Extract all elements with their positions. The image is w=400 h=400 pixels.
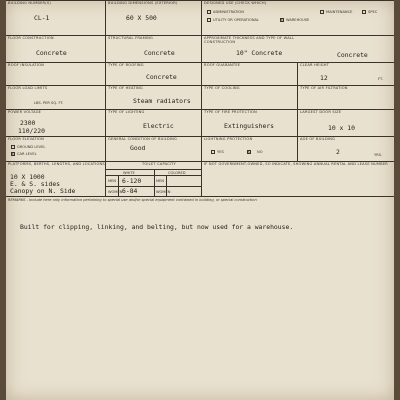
lightning-no-checkbox[interactable] [247, 150, 251, 154]
building-number-value: CL-1 [34, 14, 50, 22]
ground-level-label: GROUND LEVEL [17, 144, 46, 149]
platforms-line-1: 10 X 1000 [10, 173, 45, 181]
power-voltage-value: 2300 [20, 119, 36, 127]
type-of-roofing-value: Concrete [146, 73, 177, 81]
car-level-label: CAR LEVEL [17, 151, 37, 156]
general-condition-label: GENERAL CONDITION OF BUILDING [108, 137, 178, 141]
general-condition-cell [106, 137, 202, 161]
type-of-lighting-cell [106, 110, 202, 136]
form-row-1 [6, 1, 394, 36]
roof-insulation-label: ROOF INSULATION [8, 63, 45, 67]
floor-construction-label: FLOOR CONSTRUCTION [8, 36, 54, 40]
clear-height-value: 12 [320, 74, 328, 82]
fire-protection-label: TYPE OF FIRE PROTECTION [204, 110, 257, 114]
type-of-roofing-cell [106, 63, 202, 85]
building-dimensions-cell [106, 1, 202, 35]
age-of-building-cell [298, 137, 394, 161]
clear-height-label: CLEAR HEIGHT [300, 63, 329, 67]
car-level-checkbox[interactable] [11, 152, 15, 156]
type-of-lighting-value: Electric [143, 122, 174, 130]
wall-construction-value-2: Concrete [337, 51, 368, 59]
designed-use-maint-checkbox[interactable] [320, 10, 324, 14]
floor-elevation-label: FLOOR ELEVATION [8, 137, 44, 141]
rental-note-label: IF NOT GOVERNMENT-OWNED, SO INDICATE, SHOWING ANNUAL RENTAL AND LEASE NUMBER [204, 162, 388, 166]
form-row-6 [6, 137, 394, 162]
roof-guarantee-label: ROOF GUARANTEE [204, 63, 241, 67]
largest-door-size-cell [298, 110, 394, 136]
floor-load-limits-cell [6, 86, 106, 109]
remarks-text: Built for clipping, linking, and belting, but now used for a warehouse. [20, 223, 294, 231]
designed-use-cell [202, 1, 394, 35]
age-of-building-label: AGE OF BUILDING [300, 137, 336, 141]
toilet-women-label: WOMEN [108, 189, 123, 194]
toilet-men-label-colored: MEN [156, 179, 165, 183]
lightning-yes-checkbox[interactable] [211, 150, 215, 154]
designed-use-warehouse-label: WAREHOUSE [286, 17, 310, 22]
air-filtration-label: TYPE OF AIR FILTRATION [300, 86, 348, 90]
form-sheet [6, 0, 394, 400]
roof-guarantee-cell [202, 63, 298, 85]
wall-construction-value: 10" Concrete [236, 49, 283, 57]
building-dimensions-value: 60 X 500 [126, 14, 157, 22]
toilet-mid-rule [106, 186, 201, 187]
designed-use-admin-checkbox[interactable] [207, 10, 211, 14]
designed-use-utility-checkbox[interactable] [207, 18, 211, 22]
type-of-roofing-label: TYPE OF ROOFING [108, 63, 144, 67]
platforms-line-2: E. & S. sides [10, 180, 61, 188]
age-of-building-unit: YRS. [374, 153, 383, 157]
designed-use-warehouse-checkbox[interactable] [280, 18, 284, 22]
type-of-cooling-label: TYPE OF COOLING [204, 86, 240, 90]
roof-insulation-cell [6, 63, 106, 85]
age-of-building-value: 2 [336, 148, 340, 156]
toilet-women-label-colored: WOMEN [156, 189, 171, 194]
type-of-heating-cell [106, 86, 202, 109]
designed-use-label: DESIGNED USE (CHECK WHICH) [204, 1, 267, 5]
lightning-protection-label: LIGHTNING PROTECTION [204, 137, 253, 141]
wall-construction-label: APPROXIMATE THICKNESS AND TYPE OF WALL CONSTRUCTION [204, 36, 295, 44]
remarks-label: REMARKS - Include here only information pertaining to special use and/or special equipment contained in building, or special construction [8, 198, 257, 202]
clear-height-unit: FT. [378, 77, 383, 81]
floor-load-limits-unit: LBS. PER SQ. FT. [34, 101, 64, 105]
form-row-3 [6, 63, 394, 86]
building-number-cell [6, 1, 106, 35]
platforms-label: PLATFORMS, BERTHS, LENGTHS, AND LOCATIONS [8, 162, 105, 166]
largest-door-size-label: LARGEST DOOR SIZE [300, 110, 342, 114]
building-number-label: BUILDING NUMBER(S) [8, 1, 51, 5]
type-of-heating-value: Steam radiators [133, 97, 191, 105]
building-dimensions-label: BUILDING DIMENSIONS (EXTERIOR) [108, 1, 178, 5]
power-voltage-label: POWER VOLTAGE [8, 110, 42, 114]
toilet-subheader-rule [106, 175, 201, 176]
toilet-men-label: MEN [108, 179, 117, 183]
ground-level-checkbox[interactable] [11, 145, 15, 149]
platforms-cell [6, 162, 106, 196]
fire-protection-cell [202, 110, 298, 136]
type-of-cooling-cell [202, 86, 298, 109]
lightning-yes-label: YES [217, 149, 224, 154]
form-row-7 [6, 162, 394, 197]
floor-load-limits-label: FLOOR LOAD LIMITS [8, 86, 48, 90]
general-condition-value: Good [130, 144, 146, 152]
form-row-4 [6, 86, 394, 110]
designed-use-spec-checkbox[interactable] [362, 10, 366, 14]
structural-framing-cell [106, 36, 202, 62]
power-voltage-value-2: 110/220 [18, 127, 45, 135]
air-filtration-cell [298, 86, 394, 109]
structural-framing-label: STRUCTURAL FRAMING [108, 36, 154, 40]
designed-use-admin-label: ADMINISTRATION [213, 9, 244, 14]
structural-framing-value: Concrete [144, 49, 175, 57]
form-row-5 [6, 110, 394, 137]
toilet-column-rule [154, 169, 155, 196]
floor-elevation-cell [6, 137, 106, 161]
toilet-col-colored: COLORED [168, 170, 186, 175]
designed-use-utility-label: UTILITY OR OPERATIONAL [213, 17, 259, 22]
clear-height-cell [298, 63, 394, 85]
platforms-line-3: Canopy on N. Side [10, 187, 76, 195]
power-voltage-cell [6, 110, 106, 136]
toilet-men-white-value: 6-120 [122, 177, 142, 185]
toilet-capacity-cell [106, 162, 202, 196]
wall-construction-cell [202, 36, 394, 62]
lightning-protection-cell [202, 137, 298, 161]
largest-door-size-value: 10 x 10 [328, 124, 355, 132]
designed-use-spec-label: SPEC [368, 9, 378, 14]
designed-use-maint-label: MAINTENANCE [326, 9, 353, 14]
toilet-capacity-label: TOILET CAPACITY [142, 162, 176, 166]
floor-construction-cell [6, 36, 106, 62]
rental-note-cell [202, 162, 394, 196]
lightning-no-label: NO [257, 149, 263, 154]
fire-protection-value: Extinguishers [224, 122, 275, 130]
form-row-2 [6, 36, 394, 63]
toilet-col-white: WHITE [123, 170, 135, 175]
type-of-heating-label: TYPE OF HEATING [108, 86, 143, 90]
toilet-women-white-value: 6-84 [122, 187, 138, 195]
type-of-lighting-label: TYPE OF LIGHTING [108, 110, 145, 114]
remarks-row [6, 197, 394, 207]
form-grid [6, 0, 394, 207]
floor-construction-value: Concrete [36, 49, 67, 57]
